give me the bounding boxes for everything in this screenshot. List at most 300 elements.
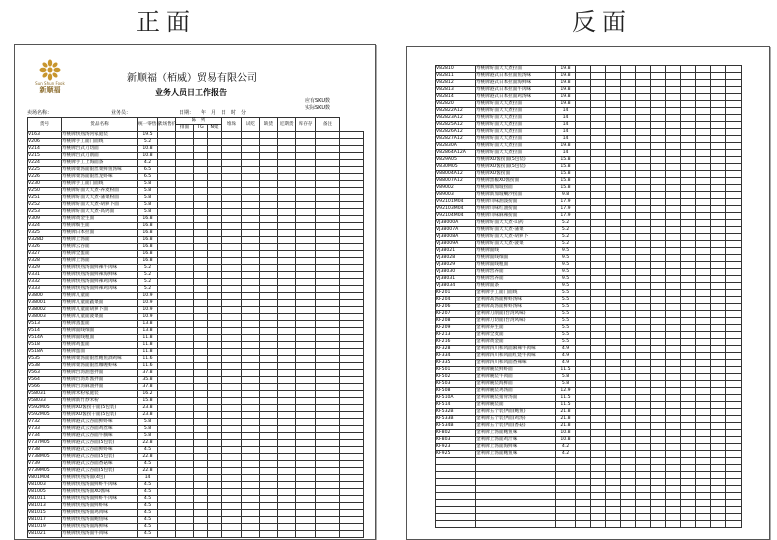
blank-cell (158, 384, 176, 391)
product-name: 寿桃牌好面天天煮拉面 (476, 143, 556, 150)
blank-cell (681, 164, 696, 171)
blank-cell (176, 454, 194, 461)
product-price: 4.5 (138, 461, 158, 468)
blank-cell (242, 181, 260, 188)
blank-cell (576, 514, 591, 521)
blank-cell (194, 223, 208, 230)
table-row (28, 342, 364, 349)
blank-cell (242, 433, 260, 440)
blank-cell (278, 216, 296, 223)
blank-cell (651, 199, 666, 206)
blank-cell (296, 272, 316, 279)
blank-cell (340, 160, 364, 167)
blank-cell (194, 265, 208, 272)
blank-cell (260, 265, 278, 272)
blank-cell (316, 230, 340, 237)
blank-cell (681, 157, 696, 164)
blank-cell (208, 195, 222, 202)
blank-cell (726, 360, 742, 367)
blank-cell (278, 181, 296, 188)
blank-cell (260, 412, 278, 419)
product-code: V82864A12A (436, 150, 476, 157)
blank-cell (591, 297, 606, 304)
product-code (436, 486, 476, 493)
product-name: 寿桃牌快熟汤面鸡肉味 (62, 510, 138, 517)
blank-cell (591, 325, 606, 332)
blank-cell (696, 199, 711, 206)
blank-cell (576, 171, 591, 178)
blank-cell (296, 244, 316, 251)
blank-cell (260, 188, 278, 195)
blank-cell (681, 318, 696, 325)
blank-cell (591, 101, 606, 108)
blank-cell (340, 524, 364, 531)
product-code: V830M05 (436, 164, 476, 171)
blank-cell (242, 405, 260, 412)
blank-cell (222, 426, 242, 433)
blank-cell (726, 171, 742, 178)
blank-cell (260, 286, 278, 293)
blank-cell (681, 206, 696, 213)
blank-cell (621, 122, 636, 129)
blank-cell (260, 496, 278, 503)
blank-cell (340, 349, 364, 356)
blank-cell (296, 321, 316, 328)
blank-cell (726, 493, 742, 500)
blank-cell (591, 213, 606, 220)
blank-cell (636, 479, 651, 486)
blank-cell (621, 297, 636, 304)
blank-cell (726, 115, 742, 122)
blank-cell (696, 248, 711, 255)
product-code: V592M05 (28, 405, 62, 412)
blank-cell (194, 447, 208, 454)
blank-cell (316, 426, 340, 433)
blank-cell (208, 167, 222, 174)
blank-cell (606, 227, 621, 234)
blank-cell (696, 143, 711, 150)
product-price: 21.8 (556, 409, 576, 416)
blank-cell (621, 185, 636, 192)
blank-cell (194, 321, 208, 328)
blank-cell (158, 468, 176, 475)
blank-cell (651, 381, 666, 388)
blank-cell (576, 493, 591, 500)
blank-cell (296, 503, 316, 510)
blank-cell (591, 472, 606, 479)
product-price: 5.8 (138, 202, 158, 209)
blank-cell (176, 223, 194, 230)
blank-cell (666, 101, 681, 108)
blank-cell (621, 367, 636, 374)
blank-cell (278, 153, 296, 160)
product-code: VJ38000A (436, 220, 476, 227)
blank-cell (711, 94, 726, 101)
blank-cell (591, 304, 606, 311)
blank-cell (208, 454, 222, 461)
blank-cell (242, 517, 260, 524)
product-price: 4.9 (556, 360, 576, 367)
blank-cell (711, 171, 726, 178)
blank-cell (158, 265, 176, 272)
blank-cell (591, 150, 606, 157)
blank-cell (696, 66, 711, 73)
product-name: 金利牌四川和风面红烧牛肉味 (476, 353, 556, 360)
blank-cell (726, 227, 742, 234)
table-row (436, 262, 742, 269)
product-name: 寿桃牌新竹炒米粉 (62, 398, 138, 405)
blank-cell (340, 454, 364, 461)
blank-cell (591, 423, 606, 430)
blank-cell (696, 255, 711, 262)
blank-cell (606, 444, 621, 451)
blank-cell (340, 517, 364, 524)
blank-cell (194, 426, 208, 433)
blank-cell (340, 468, 364, 475)
blank-cell (158, 405, 176, 412)
table-row (436, 430, 742, 437)
blank-cell (278, 356, 296, 363)
table-row (28, 293, 364, 300)
blank-cell (158, 314, 176, 321)
blank-cell (636, 206, 651, 213)
blank-cell (621, 304, 636, 311)
blank-cell (176, 419, 194, 426)
blank-cell (296, 496, 316, 503)
blank-cell (651, 360, 666, 367)
blank-cell (636, 101, 651, 108)
blank-cell (176, 426, 194, 433)
blank-cell (726, 80, 742, 87)
blank-cell (606, 283, 621, 290)
blank-cell (606, 136, 621, 143)
blank-cell (208, 258, 222, 265)
product-price: 9.8 (556, 192, 576, 199)
product-code: V82830A (436, 143, 476, 150)
blank-cell (711, 87, 726, 94)
blank-cell (711, 290, 726, 297)
blank-cell (591, 430, 606, 437)
product-code: V92103M04 (436, 206, 476, 213)
blank-cell (606, 192, 621, 199)
product-code: KF532B (436, 409, 476, 416)
blank-cell (208, 272, 222, 279)
blank-cell (296, 412, 316, 419)
table-row (436, 143, 742, 150)
blank-cell (316, 475, 340, 482)
product-name: 金利牌碗装鲜虾面 (476, 367, 556, 374)
blank-cell (666, 143, 681, 150)
blank-cell (591, 80, 606, 87)
product-price: 16.8 (138, 244, 158, 251)
product-code: KF206 (436, 304, 476, 311)
product-code: KF514 (436, 402, 476, 409)
blank-cell (591, 164, 606, 171)
blank-cell (681, 178, 696, 185)
blank-cell (176, 503, 194, 510)
blank-cell (340, 377, 364, 384)
blank-cell (711, 101, 726, 108)
blank-cell (278, 265, 296, 272)
blank-cell (696, 465, 711, 472)
product-price: 22.8 (138, 454, 158, 461)
table-row (436, 465, 742, 472)
blank-cell (296, 349, 316, 356)
blank-cell (666, 192, 681, 199)
blank-cell (726, 416, 742, 423)
blank-cell (278, 433, 296, 440)
table-row (436, 472, 742, 479)
table-row (28, 489, 364, 496)
blank-cell (222, 258, 242, 265)
blank-cell (711, 451, 726, 458)
product-code: KF503 (436, 381, 476, 388)
blank-cell (242, 489, 260, 496)
product-code (436, 465, 476, 472)
table-row (436, 479, 742, 486)
product-price: 11.8 (138, 349, 158, 356)
blank-cell (316, 181, 340, 188)
blank-cell (260, 321, 278, 328)
blank-cell (666, 451, 681, 458)
blank-cell (726, 486, 742, 493)
product-name: 金利牌高汤面鲜虾汤味 (476, 297, 556, 304)
blank-cell (194, 167, 208, 174)
blank-cell (316, 272, 340, 279)
blank-cell (194, 174, 208, 181)
blank-cell (651, 80, 666, 87)
blank-cell (576, 458, 591, 465)
blank-cell (621, 164, 636, 171)
blank-cell (208, 132, 222, 139)
product-name: 寿桃牌快熟汤面鲜虾牛肉味 (62, 482, 138, 489)
blank-cell (651, 458, 666, 465)
product-price: 14 (556, 108, 576, 115)
blank-cell (681, 192, 696, 199)
blank-cell (296, 293, 316, 300)
blank-cell (606, 486, 621, 493)
blank-cell (591, 311, 606, 318)
blank-cell (591, 395, 606, 402)
blank-cell (591, 178, 606, 185)
blank-cell (176, 293, 194, 300)
blank-cell (208, 384, 222, 391)
blank-cell (666, 500, 681, 507)
blank-cell (176, 279, 194, 286)
product-name: 寿桃牌快熟汤面鲜辣鸡肉味 (62, 286, 138, 293)
blank-cell (194, 398, 208, 405)
product-price: 4.5 (138, 517, 158, 524)
blank-cell (726, 465, 742, 472)
product-name: 金利牌四川和风面麻辣牛肉味 (476, 346, 556, 353)
blank-cell (606, 500, 621, 507)
blank-cell (621, 423, 636, 430)
blank-cell (260, 363, 278, 370)
blank-cell (296, 174, 316, 181)
blank-cell (681, 493, 696, 500)
blank-cell (576, 388, 591, 395)
blank-cell (681, 122, 696, 129)
blank-cell (278, 146, 296, 153)
product-code: V733 (28, 426, 62, 433)
blank-cell (666, 325, 681, 332)
blank-cell (576, 444, 591, 451)
blank-cell (278, 363, 296, 370)
blank-cell (651, 486, 666, 493)
blank-cell (194, 153, 208, 160)
blank-cell (222, 314, 242, 321)
blank-cell (316, 307, 340, 314)
blank-cell (296, 475, 316, 482)
col-pile: 堆垛 (222, 118, 242, 132)
blank-cell (242, 531, 260, 538)
blank-cell (666, 507, 681, 514)
product-code: V225 (28, 167, 62, 174)
product-name: 金利牌四川和风面香辣味 (476, 360, 556, 367)
blank-cell (194, 160, 208, 167)
product-code: V230 (28, 181, 62, 188)
blank-cell (222, 328, 242, 335)
blank-cell (576, 108, 591, 115)
product-price: 15.8 (556, 178, 576, 185)
table-row (436, 66, 742, 73)
product-price (556, 458, 576, 465)
blank-cell (176, 160, 194, 167)
blank-cell (696, 297, 711, 304)
blank-cell (278, 251, 296, 258)
blank-cell (621, 192, 636, 199)
blank-cell (666, 129, 681, 136)
blank-cell (242, 419, 260, 426)
blank-cell (711, 430, 726, 437)
blank-cell (222, 468, 242, 475)
product-name: 寿桃牌面线细面 (476, 255, 556, 262)
blank-cell (591, 486, 606, 493)
blank-cell (681, 514, 696, 521)
blank-cell (651, 521, 666, 528)
blank-cell (296, 510, 316, 517)
blank-cell (158, 202, 176, 209)
blank-cell (176, 447, 194, 454)
blank-cell (296, 461, 316, 468)
table-row (28, 384, 364, 391)
product-price: 4.5 (138, 489, 158, 496)
blank-cell (316, 503, 340, 510)
blank-cell (621, 472, 636, 479)
blank-cell (576, 472, 591, 479)
blank-cell (296, 524, 316, 531)
blank-cell (696, 472, 711, 479)
blank-cell (696, 164, 711, 171)
blank-cell (681, 276, 696, 283)
blank-cell (208, 174, 222, 181)
product-code: V58033 (28, 398, 62, 405)
blank-cell (316, 321, 340, 328)
blank-cell (296, 405, 316, 412)
table-row (28, 412, 364, 419)
blank-cell (726, 108, 742, 115)
blank-cell (242, 132, 260, 139)
blank-cell (242, 356, 260, 363)
blank-cell (591, 227, 606, 234)
blank-cell (621, 115, 636, 122)
blank-cell (158, 412, 176, 419)
product-price: 5.5 (556, 325, 576, 332)
blank-cell (591, 255, 606, 262)
blank-cell (666, 486, 681, 493)
back-product-table (435, 65, 742, 528)
blank-cell (176, 377, 194, 384)
col-name: 货品名称 (62, 118, 138, 132)
blank-cell (194, 405, 208, 412)
blank-cell (340, 419, 364, 426)
blank-cell (606, 521, 621, 528)
blank-cell (711, 276, 726, 283)
blank-cell (606, 423, 621, 430)
blank-cell (278, 342, 296, 349)
blank-cell (278, 244, 296, 251)
blank-cell (222, 503, 242, 510)
blank-cell (576, 332, 591, 339)
blank-cell (278, 279, 296, 286)
blank-cell (260, 132, 278, 139)
blank-cell (260, 447, 278, 454)
blank-cell (208, 391, 222, 398)
product-price: 4.5 (138, 503, 158, 510)
blank-cell (681, 472, 696, 479)
blank-cell (591, 346, 606, 353)
blank-cell (636, 458, 651, 465)
blank-cell (666, 311, 681, 318)
blank-cell (316, 209, 340, 216)
blank-cell (591, 66, 606, 73)
blank-cell (316, 342, 340, 349)
blank-cell (222, 293, 242, 300)
table-row (436, 346, 742, 353)
product-name: 寿桃牌黑椒XO酱捞面 (476, 178, 556, 185)
col-retail-price: 统一零售价 (138, 118, 158, 132)
product-price: 37.8 (138, 370, 158, 377)
blank-cell (636, 318, 651, 325)
blank-cell (158, 279, 176, 286)
product-price: 15.8 (556, 185, 576, 192)
col-note: 备注 (316, 118, 340, 132)
blank-cell (606, 416, 621, 423)
blank-cell (260, 391, 278, 398)
product-price (556, 521, 576, 528)
blank-cell (711, 381, 726, 388)
blank-cell (621, 94, 636, 101)
blank-cell (606, 297, 621, 304)
blank-cell (176, 356, 194, 363)
blank-cell (158, 272, 176, 279)
blank-cell (222, 447, 242, 454)
blank-cell (726, 283, 742, 290)
product-code: V81005 (28, 489, 62, 496)
blank-cell (176, 433, 194, 440)
blank-cell (340, 363, 364, 370)
product-name: 寿桃牌快熟汤面XO酱味 (62, 489, 138, 496)
col-n: N架 (208, 125, 222, 132)
blank-cell (606, 339, 621, 346)
blank-cell (576, 192, 591, 199)
table-row (28, 300, 364, 307)
table-row (28, 377, 364, 384)
blank-cell (242, 384, 260, 391)
blank-cell (296, 328, 316, 335)
blank-cell (696, 486, 711, 493)
product-price: 19.8 (556, 101, 576, 108)
